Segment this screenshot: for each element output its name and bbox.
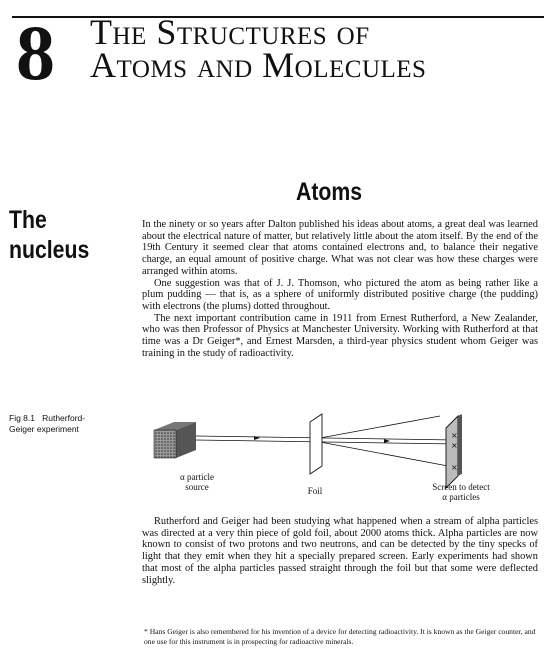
figure-caption-label: Fig 8.1: [9, 413, 35, 423]
hit-mark-icon: ×: [451, 441, 458, 450]
paragraph: In the ninety or so years after Dalton published his ideas about atoms, a great deal was learned about the electrical nature of matter, but relatively little about the atom itself. By the end of the 19th Century it seemed clear that atoms contained electrons and, to balance their negative charge, an equal amount of positive charge. What was not clear was how these charges were arranged within atoms.: [142, 219, 538, 277]
rutherford-geiger-diagram: [140, 408, 540, 516]
footnote: * Hans Geiger is also remembered for his invention of a device for detecting radioactivity. It is known as the Geiger counter, and one use for this instrument is in prospecting for radioactive minerals.: [144, 627, 536, 646]
figure-caption-line1: Rutherford-: [42, 413, 86, 423]
foil-label: Foil: [307, 486, 323, 496]
body-text-bottom: [142, 516, 538, 586]
chapter-number: 8: [16, 9, 53, 96]
side-heading-line1: The: [9, 206, 47, 234]
hit-mark-icon: ×: [451, 463, 458, 472]
paragraph: One suggestion was that of J. J. Thomson, who pictured the atom as being rather like a plum pudding — that is, as a sphere of uniformly distributed positive charge (the pudding) with electrons (the plums) dotted throughout.: [142, 277, 538, 312]
figure-caption-line2: Geiger experiment: [9, 424, 79, 434]
chapter-title-line2: Atoms and Molecules: [90, 45, 427, 85]
paragraph: Rutherford and Geiger had been studying what happened when a stream of alpha particles was directed at a very thin piece of gold foil, about 2000 atoms thick. Alpha particles are now known to consist of two protons and two neutrons, and can be detected by the tiny specks of light that they emit when they hit a specially prepared screen. Early experiments had shown that most of the alpha particles passed straight through the foil but that some were deflected slightly.: [142, 516, 538, 586]
chapter-header: [12, 6, 544, 96]
alpha-source: [154, 422, 196, 458]
gold-foil: [310, 414, 322, 474]
body-text-top: [142, 219, 538, 359]
chapter-title: [90, 12, 427, 85]
side-heading: [9, 205, 89, 265]
alpha-beam: [196, 416, 456, 466]
screen-label: Screen to detect α particles: [432, 482, 490, 502]
hit-mark-icon: ×: [451, 431, 458, 440]
detector-screen: [446, 414, 462, 488]
source-label: α particle source: [180, 472, 214, 492]
figure-caption: [9, 413, 85, 435]
section-title: Atoms: [296, 178, 363, 206]
side-heading-line2: nucleus: [9, 236, 90, 264]
chapter-title-line1: The Structures of: [90, 12, 370, 52]
paragraph: The next important contribution came in 1911 from Ernest Rutherford, a New Zealander, who was then Professor of Physics at Manchester University. Working with Rutherford at that time was a Dr Geiger*, and Ernest Marsden, a third-year physics student whom Geiger was training in the study of radioactivity.: [142, 312, 538, 359]
